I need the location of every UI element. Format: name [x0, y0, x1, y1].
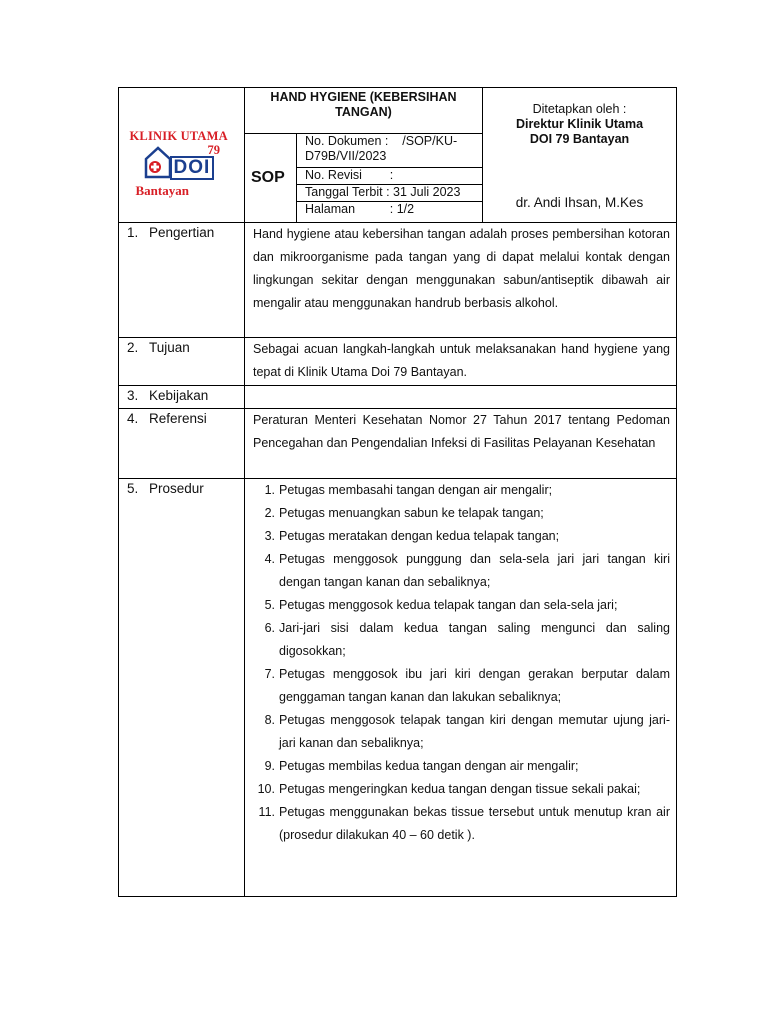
- section-number: 3.: [127, 388, 139, 403]
- section-referensi: [119, 409, 677, 479]
- step-number: 10.: [257, 782, 275, 796]
- section-label: [119, 338, 245, 386]
- section-title: Kebijakan: [149, 388, 209, 403]
- house-icon: [144, 145, 172, 179]
- director-title: Direktur Klinik Utama DOI 79 Bantayan: [515, 117, 644, 146]
- list-item: [245, 502, 676, 525]
- section-text: [245, 386, 677, 409]
- list-item: [245, 617, 676, 663]
- list-item: [245, 778, 676, 801]
- step-text: Petugas meratakan dengan kedua telapak tangan;: [279, 529, 560, 543]
- sop-label: SOP: [245, 134, 297, 223]
- section-label: [119, 223, 245, 338]
- logo-number: 79: [207, 143, 220, 157]
- section-label: [119, 409, 245, 479]
- step-text: Jari-jari sisi dalam kedua tangan saling mengunci dan saling digosokkan;: [279, 621, 670, 658]
- approval-cell: [483, 88, 677, 223]
- step-text: Petugas menuangkan sabun ke telapak tangan;: [279, 506, 544, 520]
- logo-line1: KLINIK UTAMA: [129, 129, 228, 143]
- section-title: Tujuan: [149, 340, 190, 355]
- step-text: Petugas menggosok kedua telapak tangan dan sela-sela jari;: [279, 598, 618, 612]
- list-item: [245, 548, 676, 594]
- issue-date: Tanggal Terbit : 31 Juli 2023: [297, 185, 483, 202]
- section-prosedur: [119, 479, 677, 897]
- step-number: 7.: [264, 667, 275, 681]
- director-name: dr. Andi Ihsan, M.Kes: [515, 195, 644, 210]
- section-title: Referensi: [149, 411, 207, 426]
- step-text: Petugas membasahi tangan dengan air mengalir;: [279, 483, 553, 497]
- list-item: [245, 709, 676, 755]
- section-title: Pengertian: [149, 225, 215, 240]
- section-text: Peraturan Menteri Kesehatan Nomor 27 Tahun 2017 tentang Pedoman Pencegahan dan Pengendalian Infeksi di Fasilitas Pelayanan Kesehatan: [245, 409, 677, 479]
- page-number: Halaman : 1/2: [297, 202, 483, 223]
- revision-number: No. Revisi :: [297, 168, 483, 185]
- logo-line3: Bantayan: [135, 183, 189, 198]
- step-text: Petugas menggosok ibu jari kiri dengan gerakan berputar dalam genggaman tangan kanan dan lakukan sebaliknya;: [279, 667, 670, 704]
- sop-table: [118, 87, 677, 897]
- step-text: Petugas menggosok telapak tangan kiri dengan memutar ujung jari-jari kanan dan sebaliknya;: [279, 713, 670, 750]
- clinic-logo: [122, 107, 242, 203]
- procedure-cell: [245, 479, 677, 897]
- step-number: 1.: [264, 483, 275, 497]
- section-kebijakan: [119, 386, 677, 409]
- step-number: 4.: [264, 552, 275, 566]
- step-number: 2.: [264, 506, 275, 520]
- step-text: Petugas mengeringkan kedua tangan dengan tissue sekali pakai;: [279, 782, 641, 796]
- document-number: No. Dokumen : /SOP/KU-D79B/VII/2023: [297, 134, 483, 168]
- step-number: 9.: [264, 759, 275, 773]
- logo-brand: DOI: [170, 156, 215, 180]
- section-title: Prosedur: [149, 481, 204, 496]
- list-item: [245, 755, 676, 778]
- list-item: [245, 663, 676, 709]
- section-label: [119, 479, 245, 897]
- step-text: Petugas menggosok punggung dan sela-sela jari jari tangan kiri dengan tangan kanan dan sebaliknya;: [279, 552, 670, 589]
- section-number: 1.: [127, 225, 139, 240]
- logo-cell: [119, 88, 245, 223]
- step-number: 8.: [264, 713, 275, 727]
- step-number: 5.: [264, 598, 275, 612]
- section-label: [119, 386, 245, 409]
- list-item: [245, 525, 676, 548]
- list-item: [245, 594, 676, 617]
- established-by: Ditetapkan oleh :: [532, 102, 627, 116]
- step-text: Petugas menggunakan bekas tissue tersebut untuk menutup kran air (prosedur dilakukan 40 – 60 detik ).: [279, 805, 670, 842]
- procedure-list: [245, 479, 676, 847]
- section-tujuan: [119, 338, 677, 386]
- section-number: 4.: [127, 411, 139, 426]
- list-item: [245, 479, 676, 502]
- section-number: 5.: [127, 481, 139, 496]
- step-number: 6.: [264, 621, 275, 635]
- step-number: 3.: [264, 529, 275, 543]
- section-text: Sebagai acuan langkah-langkah untuk melaksanakan hand hygiene yang tepat di Klinik Utama Doi 79 Bantayan.: [245, 338, 677, 386]
- section-text: Hand hygiene atau kebersihan tangan adalah proses pembersihan kotoran dan mikroorganisme pada tangan yang di dapat melalui kontak dengan lingkungan sekitar dengan menggunakan sabun/antiseptik dibawah air mengalir atau menggunakan handrub berbasis alkohol.: [245, 223, 677, 338]
- list-item: [245, 801, 676, 847]
- section-number: 2.: [127, 340, 139, 355]
- section-pengertian: [119, 223, 677, 338]
- step-text: Petugas membilas kedua tangan dengan air mengalir;: [279, 759, 579, 773]
- document-title: HAND HYGIENE (KEBERSIHAN TANGAN): [245, 88, 483, 134]
- step-number: 11.: [258, 805, 275, 819]
